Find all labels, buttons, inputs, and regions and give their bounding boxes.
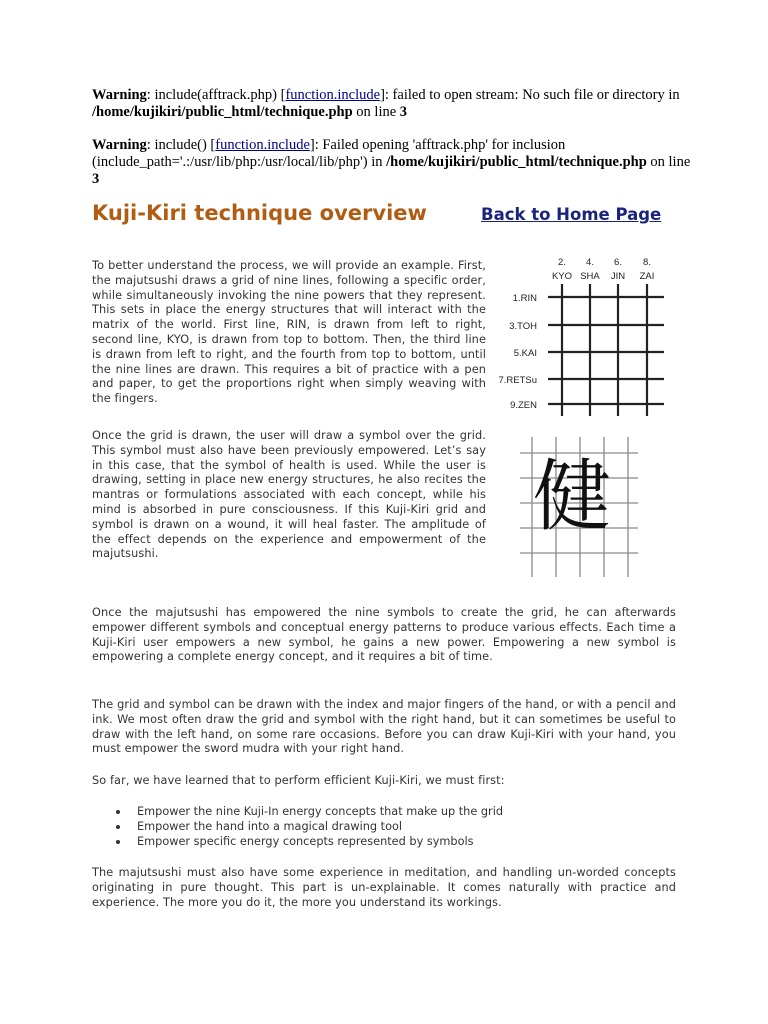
list-item-text: Empower specific energy concepts represented by symbols — [137, 835, 474, 848]
column-number: 8. — [643, 257, 651, 268]
function-include-link[interactable]: function.include — [285, 87, 381, 103]
kuji-grid-svg — [490, 252, 670, 422]
row-label: 7.RETSu — [498, 375, 537, 386]
warning-label: Warning — [92, 137, 147, 153]
bullet-icon — [116, 810, 120, 814]
warning-text: ]: Failed opening 'afftrack.php' for inclusion (include_path='.:/usr/lib/php:/usr/local/lib/php') in — [92, 137, 566, 170]
column-number: 6. — [614, 257, 622, 268]
column-label: ZAI — [639, 271, 655, 282]
file-path: /home/kujikiri/public_html/technique.php — [386, 154, 647, 170]
page-title: Kuji-Kiri technique overview — [92, 201, 427, 225]
line-number: 3 — [399, 104, 408, 120]
row-label: 1.RIN — [512, 293, 537, 304]
function-include-link[interactable]: function.include — [215, 137, 310, 153]
list-item — [92, 819, 676, 834]
row-label: 9.ZEN — [510, 400, 537, 411]
warning-text: on line — [646, 154, 691, 170]
warning-2 — [92, 137, 692, 188]
paragraph-so-far: So far, we have learned that to perform efficient Kuji-Kiri, we must first: — [92, 774, 505, 787]
paragraph-symbol: Once the grid is drawn, the user will draw a symbol over the grid. This symbol must also have been previously empowered. Let’s say in this case, that the symbol of health is used. While the user is drawing, setting in place new energy structures, he also recites the mantras or formulations associated with each concept, while his mind is absorbed in pure consciousness. If this Kuji-Kiri grid and symbol is drawn on a wound, it will heal faster. The amplitude of the effect depends on the experience and empowerment of the majutsushi. — [92, 429, 486, 561]
list-item-text: Empower the hand into a magical drawing tool — [137, 820, 403, 833]
paragraph-intro: To better understand the process, we will provide an example. First, the majutsushi draws a grid of nine lines, following a specific order, while simultaneously invoking the nine powers that they represent. This sets in place the energy structures that will interact with the matrix of the world. First line, RIN, is drawn from left to right, second line, KYO, is drawn from top to bottom. Then, the third line is drawn from left to right, and the fourth from top to bottom, until the nine lines are drawn. This requires a bit of practice with a pen and paper, to get the proportions right when simply weaving with the fingers. — [92, 259, 486, 406]
back-to-home-link[interactable]: Back to Home Page — [481, 205, 662, 224]
row-label: 5.KAI — [513, 348, 537, 359]
paragraph-meditation: The majutsushi must also have some experience in meditation, and handling un-worded concepts originating in pure thought. This part is un-explainable. It comes naturally with practice and experience. The more you do it, the more you understand its workings. — [92, 866, 676, 909]
health-kanji: 健 — [532, 452, 611, 542]
column-label: SHA — [580, 271, 600, 282]
warning-text: : include(afftrack.php) [ — [146, 87, 286, 103]
kuji-grid-figure — [490, 252, 670, 422]
column-number: 2. — [558, 257, 566, 268]
warning-label: Warning — [92, 87, 147, 103]
bullet-icon — [116, 825, 120, 829]
warning-text: : include() [ — [146, 137, 216, 153]
warning-text: on line — [352, 104, 400, 120]
bullet-icon — [116, 840, 120, 844]
column-label: KYO — [551, 271, 573, 282]
list-item — [92, 834, 676, 849]
column-number: 4. — [586, 257, 594, 268]
paragraph-empowered: Once the majutsushi has empowered the nine symbols to create the grid, he can afterwards empower different symbols and conceptual energy patterns to produce various effects. Each time a Kuji-Kiri user empowers a new symbol, he gains a new power. Empowering a new symbol is empowering a complete energy concept, and it requires a bit of time. — [92, 606, 676, 664]
requirements-list — [92, 804, 676, 849]
row-label: 3.TOH — [509, 321, 537, 332]
line-number: 3 — [92, 171, 100, 187]
column-label: JIN — [610, 271, 626, 282]
paragraph-drawing: The grid and symbol can be drawn with the index and major fingers of the hand, or with a pencil and ink. We most often draw the grid and symbol with the right hand, but it can sometimes be useful to draw with the left hand, on some rare occasions. Before you can draw Kuji-Kiri with your hand, you must empower the sword mudra with your right hand. — [92, 698, 676, 756]
list-item — [92, 804, 676, 819]
list-item-text: Empower the nine Kuji-In energy concepts that make up the grid — [137, 805, 504, 818]
file-path: /home/kujikiri/public_html/technique.php — [92, 104, 353, 120]
warning-text: ]: failed to open stream: No such file or directory in — [380, 87, 680, 103]
warning-1 — [92, 87, 692, 121]
